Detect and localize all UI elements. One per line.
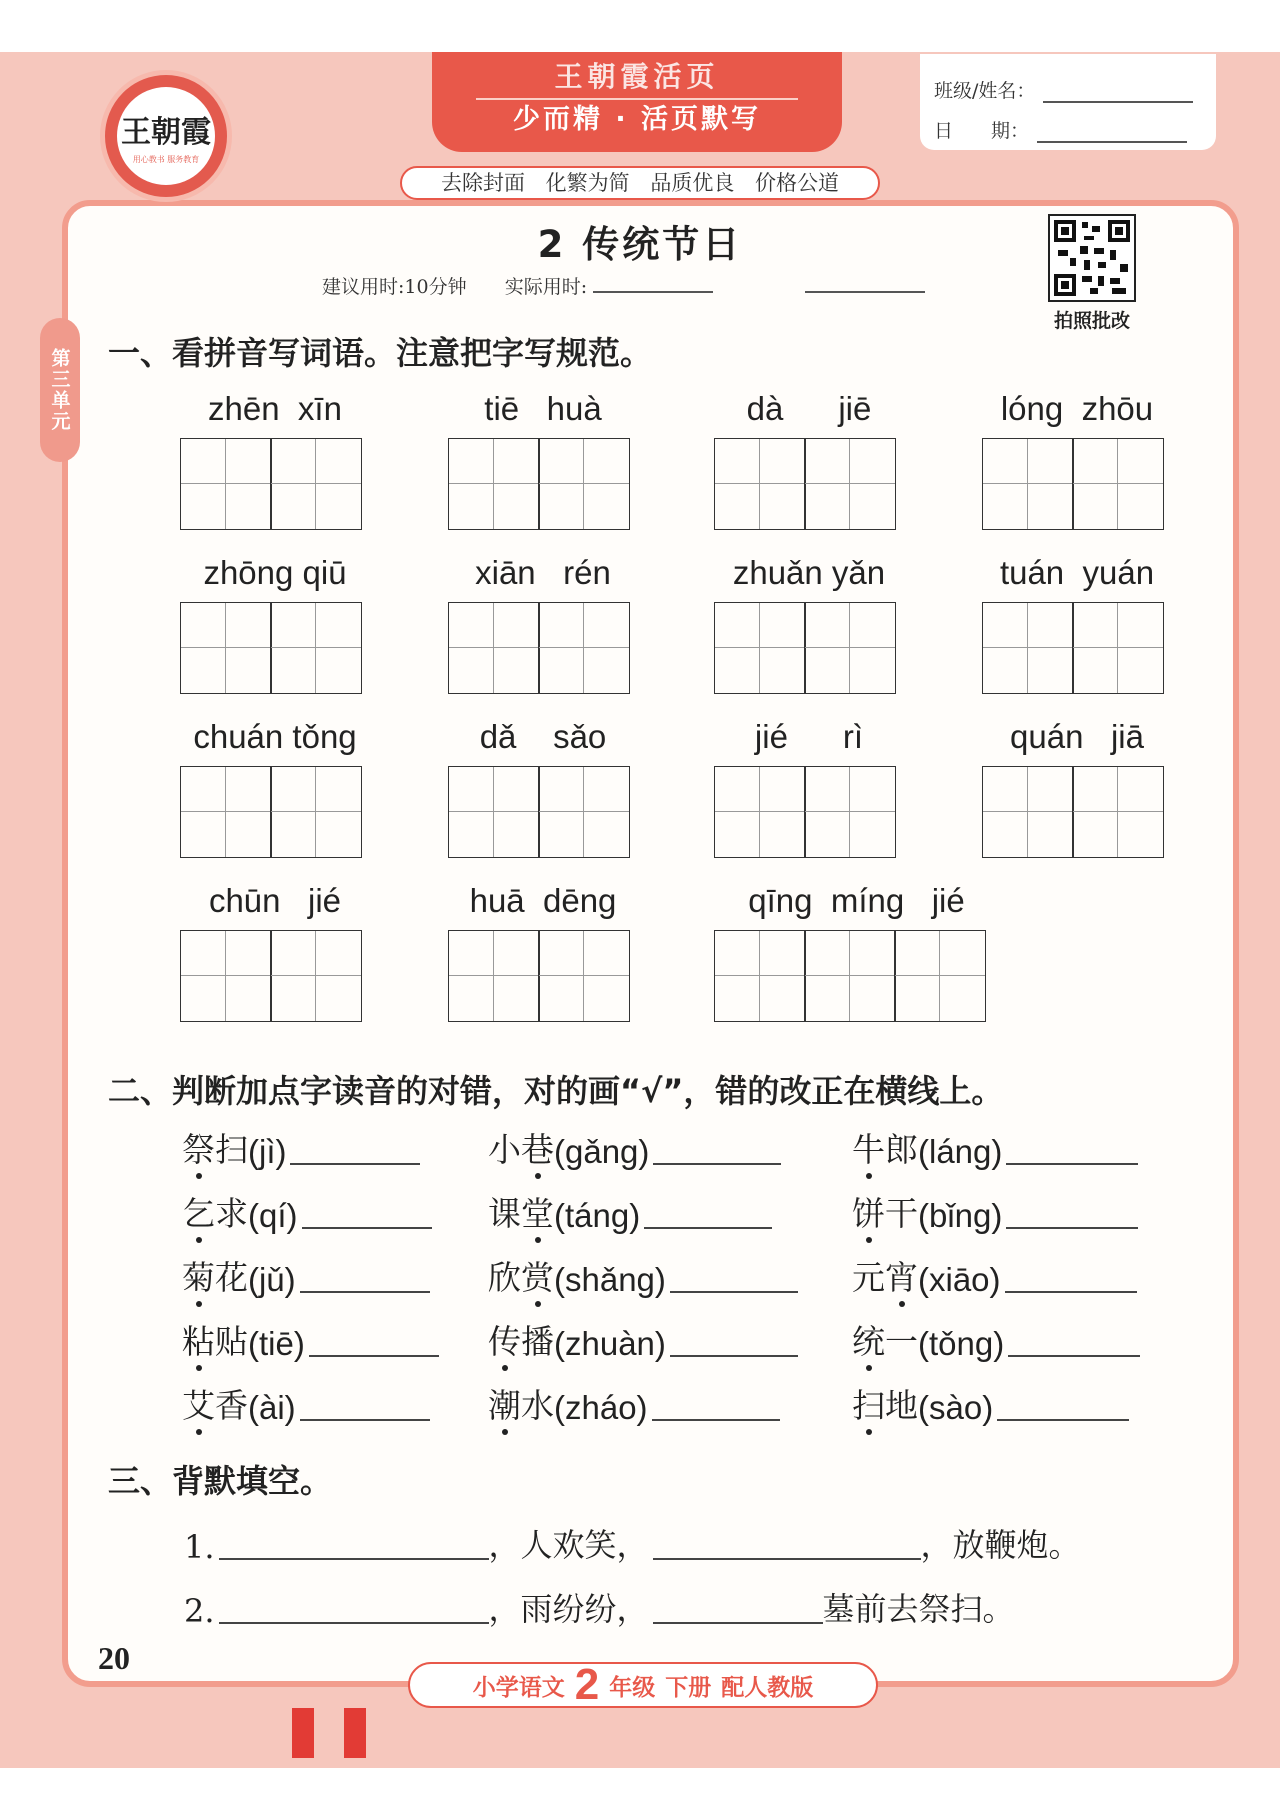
pinyin-item <box>714 554 904 694</box>
judge-item <box>182 1380 430 1427</box>
date-label: 日 期： <box>934 120 1030 142</box>
poem-line-1 <box>184 1520 1081 1566</box>
writing-cell[interactable] <box>270 438 362 530</box>
judge-item <box>182 1124 420 1171</box>
qr-code[interactable] <box>1048 214 1136 302</box>
footer-pill <box>408 1662 878 1708</box>
pinyin-label: xiān rén <box>475 554 611 591</box>
pinyin-item <box>180 390 370 530</box>
dotted-character: 乞 <box>182 1188 215 1235</box>
writing-cell[interactable] <box>1072 438 1164 530</box>
pinyin-item <box>982 718 1172 858</box>
writing-grid <box>448 930 638 1022</box>
pinyin-item <box>982 554 1172 694</box>
qr-label: 拍照批改 <box>1053 310 1130 332</box>
answer-blank[interactable] <box>1005 1289 1137 1293</box>
character: 欣 <box>488 1258 521 1297</box>
judge-item <box>852 1316 1140 1363</box>
judge-item <box>488 1124 781 1171</box>
writing-cell[interactable] <box>804 602 896 694</box>
suggested-time: 建议用时:10分钟 <box>322 276 467 298</box>
pinyin-label: qīng míng jié <box>748 882 965 919</box>
character: 小 <box>488 1130 521 1169</box>
pinyin-item <box>714 882 999 1022</box>
poem-line-2-end: 墓前去祭扫。 <box>822 1590 1015 1628</box>
writing-cell[interactable] <box>448 438 540 530</box>
answer-blank[interactable] <box>644 1225 772 1229</box>
writing-cell[interactable] <box>180 930 272 1022</box>
footer-grade-number: 2 <box>574 1660 600 1709</box>
poem-line-1-middle: ，人欢笑， <box>488 1526 649 1564</box>
pinyin-item <box>448 554 638 694</box>
writing-grid <box>448 438 638 530</box>
answer-blank[interactable] <box>670 1353 798 1357</box>
brand-slogan: 用心教书 服务教育 <box>132 155 200 164</box>
pinyin-item <box>180 882 370 1022</box>
pinyin-label: tiē huà <box>484 390 602 427</box>
writing-cell[interactable] <box>180 766 272 858</box>
dotted-character: 牛 <box>852 1124 885 1171</box>
pinyin-reading: (qí) <box>248 1197 298 1234</box>
writing-cell[interactable] <box>1072 602 1164 694</box>
pinyin-label: quán jiā <box>1010 718 1144 755</box>
pinyin-reading: (zhuàn) <box>554 1325 666 1362</box>
answer-blank[interactable] <box>302 1225 432 1229</box>
answer-blank[interactable] <box>1006 1225 1138 1229</box>
character: 播 <box>521 1322 554 1361</box>
poem-line-1-number: 1. <box>184 1528 215 1566</box>
class-name-field[interactable] <box>1043 81 1193 103</box>
lesson-title: 2 传统节日 <box>537 223 743 266</box>
judge-item <box>852 1380 1129 1427</box>
writing-grid <box>448 766 638 858</box>
pinyin-reading: (shǎng) <box>554 1261 666 1298</box>
writing-cell[interactable] <box>538 766 630 858</box>
pinyin-label: zhēn xīn <box>208 390 342 427</box>
pinyin-reading: (tǒng) <box>918 1325 1005 1362</box>
pinyin-reading: (jì) <box>248 1133 287 1170</box>
dotted-character: 堂 <box>521 1188 554 1235</box>
writing-cell[interactable] <box>714 766 806 858</box>
judge-item <box>852 1124 1138 1171</box>
footer-grade: 年级 <box>609 1674 656 1701</box>
actual-time-label: 实际用时: <box>504 276 588 298</box>
pinyin-reading: (gǎng) <box>554 1133 650 1170</box>
poem-line-2-blank-2[interactable] <box>653 1620 823 1624</box>
answer-blank[interactable] <box>1008 1353 1140 1357</box>
pinyin-item <box>180 554 370 694</box>
pinyin-label: chūn jié <box>208 882 342 919</box>
pinyin-reading: (láng) <box>918 1133 1003 1170</box>
character: 水 <box>521 1386 554 1425</box>
pinyin-item <box>982 390 1172 530</box>
class-name-label: 班级/姓名： <box>934 80 1036 102</box>
pinyin-reading: (táng) <box>554 1197 641 1234</box>
writing-grid <box>180 438 370 530</box>
pinyin-item <box>180 718 370 858</box>
character: 元 <box>852 1258 885 1297</box>
dotted-character: 艾 <box>182 1380 215 1427</box>
writing-cell[interactable] <box>804 438 896 530</box>
pinyin-label: tuán yuán <box>999 554 1155 591</box>
writing-cell[interactable] <box>270 766 362 858</box>
judge-item <box>852 1252 1137 1299</box>
character: 课 <box>488 1194 521 1233</box>
character: 贴 <box>215 1322 248 1361</box>
pinyin-reading: (bǐng) <box>918 1197 1003 1234</box>
writing-cell[interactable] <box>804 766 896 858</box>
writing-cell[interactable] <box>180 602 272 694</box>
writing-cell[interactable] <box>538 438 630 530</box>
writing-cell[interactable] <box>714 438 806 530</box>
pinyin-item <box>448 390 638 530</box>
answer-blank[interactable] <box>290 1161 420 1165</box>
answer-blank[interactable] <box>652 1417 780 1421</box>
dotted-character: 潮 <box>488 1380 521 1427</box>
dotted-character: 宵 <box>885 1252 918 1299</box>
character: 花 <box>215 1258 248 1297</box>
character: 郎 <box>885 1130 918 1169</box>
footer-volume: 下册 <box>665 1674 712 1701</box>
dotted-character: 巷 <box>521 1124 554 1171</box>
unit-tab: 第三单元 <box>40 318 80 462</box>
writing-grid <box>180 602 370 694</box>
writing-cell[interactable] <box>448 766 540 858</box>
writing-grid <box>982 766 1172 858</box>
pinyin-reading: (xiāo) <box>918 1261 1001 1298</box>
brand-name: 王朝霞 <box>121 115 211 150</box>
writing-cell[interactable] <box>448 602 540 694</box>
character: 扫 <box>215 1130 248 1169</box>
dotted-character: 统 <box>852 1316 885 1363</box>
pinyin-label: zhōng qiū <box>203 554 347 591</box>
pinyin-label: jié rì <box>754 718 864 755</box>
writing-grid <box>982 602 1172 694</box>
poem-line-2-blank-1[interactable] <box>219 1620 489 1624</box>
writing-cell[interactable] <box>982 602 1074 694</box>
writing-cell[interactable] <box>714 930 806 1022</box>
banner-subtitle: 少而精 · 活页默写 <box>476 98 798 140</box>
writing-cell[interactable] <box>538 602 630 694</box>
character: 香 <box>215 1386 248 1425</box>
pinyin-reading: (ài) <box>248 1389 296 1426</box>
pinyin-label: zhuǎn yǎn <box>732 554 886 591</box>
judge-item <box>182 1252 430 1299</box>
writing-grid <box>982 438 1172 530</box>
header-banner <box>432 52 842 152</box>
writing-grid <box>714 438 904 530</box>
pinyin-item <box>714 718 904 858</box>
page-number: 20 <box>98 1640 130 1676</box>
pinyin-label: dà jiē <box>746 390 872 427</box>
section1-title: 一、看拼音写词语。注意把字写规范。 <box>108 334 653 372</box>
writing-cell[interactable] <box>982 438 1074 530</box>
writing-cell[interactable] <box>270 602 362 694</box>
poem-line-1-blank-1[interactable] <box>219 1556 489 1560</box>
pinyin-label: lóng zhōu <box>1000 390 1154 427</box>
dotted-character: 扫 <box>852 1380 885 1427</box>
pinyin-reading: (sào) <box>918 1389 994 1426</box>
answer-blank[interactable] <box>670 1289 798 1293</box>
pinyin-reading: (zháo) <box>554 1389 648 1426</box>
writing-grid <box>714 766 904 858</box>
dotted-character: 饼 <box>852 1188 885 1235</box>
answer-blank[interactable] <box>300 1289 430 1293</box>
dotted-character: 菊 <box>182 1252 215 1299</box>
pinyin-label: dǎ sǎo <box>479 718 607 755</box>
writing-cell[interactable] <box>1072 766 1164 858</box>
judge-item <box>488 1188 772 1235</box>
brand-logo <box>100 70 232 202</box>
time-row <box>322 272 925 299</box>
judge-item <box>182 1188 432 1235</box>
writing-cell[interactable] <box>982 766 1074 858</box>
character: 求 <box>215 1194 248 1233</box>
writing-cell[interactable] <box>804 930 896 1022</box>
dotted-character: 祭 <box>182 1124 215 1171</box>
pinyin-reading: (jǔ) <box>248 1261 296 1298</box>
student-info-box <box>920 54 1216 150</box>
writing-cell[interactable] <box>714 602 806 694</box>
writing-cell[interactable] <box>538 930 630 1022</box>
judge-item <box>852 1188 1138 1235</box>
answer-blank[interactable] <box>997 1417 1129 1421</box>
writing-grid <box>448 602 638 694</box>
footer-subject: 小学语文 <box>472 1674 565 1701</box>
writing-cell[interactable] <box>448 930 540 1022</box>
poem-line-2 <box>184 1584 1015 1630</box>
section2-title: 二、判断加点字读音的对错，对的画“√”，错的改正在横线上。 <box>108 1072 1004 1110</box>
answer-blank[interactable] <box>300 1417 430 1421</box>
character: 干 <box>885 1194 918 1233</box>
poem-line-1-end: ，放鞭炮。 <box>920 1526 1081 1564</box>
pinyin-item <box>448 718 638 858</box>
dotted-character: 赏 <box>521 1252 554 1299</box>
motto-pill: 去除封面 化繁为简 品质优良 价格公道 <box>400 166 880 200</box>
judge-item <box>488 1316 798 1363</box>
actual-time-field[interactable] <box>593 275 713 293</box>
writing-cell[interactable] <box>894 930 986 1022</box>
pinyin-item <box>714 390 904 530</box>
answer-blank[interactable] <box>309 1353 439 1357</box>
poem-line-2-middle: ，雨纷纷， <box>488 1590 649 1628</box>
writing-grid <box>714 930 999 1022</box>
date-field[interactable] <box>1037 121 1187 143</box>
answer-blank[interactable] <box>1006 1161 1138 1165</box>
binding-tab-mark <box>292 1708 314 1758</box>
dotted-character: 传 <box>488 1316 521 1363</box>
pinyin-label: huā dēng <box>469 882 617 919</box>
judge-item <box>488 1380 780 1427</box>
judge-item <box>488 1252 798 1299</box>
character: 一 <box>885 1322 918 1361</box>
writing-grid <box>180 930 370 1022</box>
score-field[interactable] <box>805 275 925 293</box>
answer-blank[interactable] <box>653 1161 781 1165</box>
banner-title: 王朝霞活页 <box>554 60 720 93</box>
writing-grid <box>180 766 370 858</box>
character: 地 <box>885 1386 918 1425</box>
dotted-character: 粘 <box>182 1316 215 1363</box>
writing-cell[interactable] <box>270 930 362 1022</box>
poem-line-1-blank-2[interactable] <box>653 1556 921 1560</box>
binding-tab-mark <box>344 1708 366 1758</box>
poem-line-2-number: 2. <box>184 1592 215 1630</box>
writing-cell[interactable] <box>180 438 272 530</box>
section3-title: 三、背默填空。 <box>108 1462 333 1500</box>
writing-grid <box>714 602 904 694</box>
pinyin-reading: (tiē) <box>248 1325 305 1362</box>
pinyin-item <box>448 882 638 1022</box>
pinyin-label: chuán tǒng <box>193 718 357 755</box>
judge-item <box>182 1316 439 1363</box>
footer-edition: 配人教版 <box>721 1674 814 1701</box>
